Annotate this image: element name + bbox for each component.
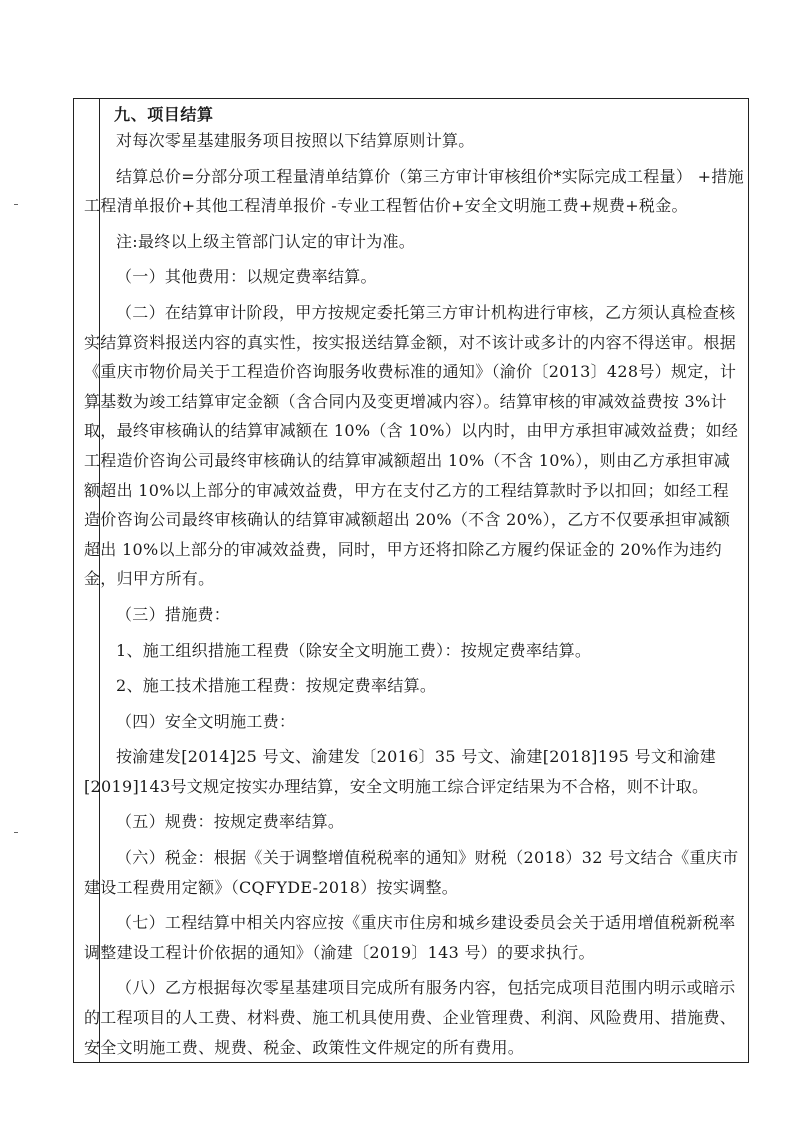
section-title: 九、项目结算 <box>114 105 214 124</box>
paragraph: 结算总价=分部分项工程量清单结算价（第三方审计审核组价*实际完成工程量） +措施工程清单报价+其他工程清单报价 -专业工程暂估价+安全文明施工费+规费+税金。 <box>84 166 744 216</box>
paragraph: （六）税金：根据《关于调整增值税税率的通知》财税（2018）32 号文结合《重庆市建设工程费用定额》（CQFYDE-2018）按实调整。 <box>84 848 739 897</box>
paragraph: （三）措施费： <box>116 604 231 624</box>
paragraph: （二）在结算审计阶段，甲方按规定委托第三方审计机构进行审核，乙方须认真检查核实结算资料报送内容的真实性，按实报送结算金额，对不该计或多计的内容不得送审。根据《重庆市物价局关于工程造价咨询服务收费标准的通知》（渝价〔2013〕428号）规定，计算基数为竣工结算审定金额（含合同内及变更增减内容）。结算审核的审减效益费按 3%计取，最终审核确认的结算审减额在 10%（含 10%）以内时，由甲方承担审减效益费；如经工程造价咨询公司最终审核确认的结算审减额超出 10%（不含 10%），则由乙方承担审减额超出 10%以上部分的审减效益费，甲方在支付乙方的工程结算款时予以扣回；如经工程造价咨询公司最终审核确认的结算审减额超出 20%（不含 20%），乙方不仅要承担审减额超出 10%以上部分的审减效益费，同时，甲方还将扣除乙方履约保证金的 20%作为违约金，归甲方所有。 <box>84 302 739 589</box>
document-content <box>84 104 744 1062</box>
paragraph: （四）安全文明施工费： <box>116 711 296 731</box>
paragraph: 按渝建发[2014]25 号文、渝建发〔2016〕35 号文、渝建[2018]195 号文和渝建[2019]143号文规定按实办理结算，安全文明施工综合评定结果为不合格，则不计取。 <box>84 747 717 796</box>
scan-mark <box>14 204 18 205</box>
paragraph: （七）工程结算中相关内容应按《重庆市住房和城乡建设委员会关于适用增值税新税率调整建设工程计价依据的通知》（渝建〔2019〕143 号）的要求执行。 <box>84 913 736 962</box>
scan-mark <box>14 832 18 833</box>
paragraph: 1、施工组织措施工程费（除安全文明施工费）：按规定费率结算。 <box>116 640 592 660</box>
paragraph: 对每次零星基建服务项目按照以下结算原则计算。 <box>116 131 475 150</box>
paragraph: 2、施工技术措施工程费：按规定费率结算。 <box>116 676 437 696</box>
paragraph: （八）乙方根据每次零星基建项目完成所有服务内容，包括完成项目范围内明示或暗示的工程项目的人工费、材料费、施工机具使用费、企业管理费、利润、风险费用、措施费、安全文明施工费、规费、税金、政策性文件规定的所有费用。 <box>84 978 737 1057</box>
paragraph: 注:最终以上级主管部门认定的审计为准。 <box>116 231 416 251</box>
paragraph: （一）其他费用：以规定费率结算。 <box>116 267 377 287</box>
paragraph: （五）规费：按规定费率结算。 <box>116 812 345 832</box>
